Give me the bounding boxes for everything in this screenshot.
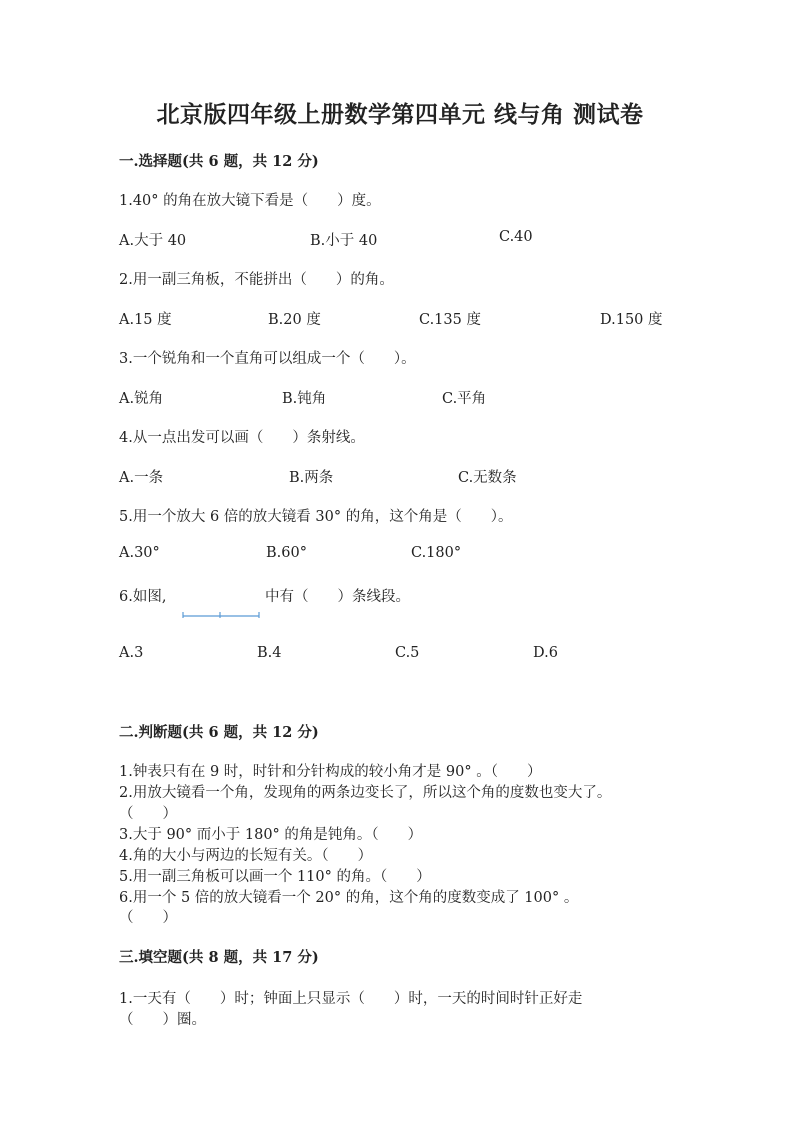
statement-line: 6.用一个 5 倍的放大镜看一个 20° 的角，这个角的度数变成了 100° 。 xyxy=(119,890,579,906)
question-text-after-figure: 中有（ ）条线段。 xyxy=(265,589,410,605)
option-d: D.6 xyxy=(533,645,558,661)
option-b: B.4 xyxy=(257,645,282,661)
option-a: A.30° xyxy=(119,545,160,561)
option-a: A.15 度 xyxy=(119,312,172,328)
option-c: C.5 xyxy=(395,645,420,661)
question-text: 1.40° 的角在放大镜下看是（ ）度。 xyxy=(119,193,381,209)
option-d: D.150 度 xyxy=(600,312,663,328)
statement-line: 4.角的大小与两边的长短有关。（ ） xyxy=(119,848,373,864)
page-title: 北京版四年级上册数学第四单元 线与角 测试卷 xyxy=(156,101,644,128)
option-a: A.锐角 xyxy=(119,391,164,407)
statement-line: 2.用放大镜看一个角，发现角的两条边变长了，所以这个角的度数也变大了。 xyxy=(119,785,612,801)
option-c: C.135 度 xyxy=(419,312,481,328)
option-b: B.20 度 xyxy=(268,312,321,328)
section-heading-judgement: 二.判断题(共 6 题，共 12 分) xyxy=(119,724,319,741)
option-c: C.平角 xyxy=(442,391,487,407)
option-b: B.钝角 xyxy=(282,391,327,407)
question-text: 4.从一点出发可以画（ ）条射线。 xyxy=(119,430,365,446)
option-b: B.两条 xyxy=(289,470,334,486)
section-heading-fill-blank: 三.填空题(共 8 题，共 17 分) xyxy=(119,949,319,966)
option-b: B.小于 40 xyxy=(310,233,378,249)
option-b: B.60° xyxy=(266,545,307,561)
question-text: 5.用一个放大 6 倍的放大镜看 30° 的角，这个角是（ ）。 xyxy=(119,509,513,525)
option-a: A.大于 40 xyxy=(119,233,187,249)
option-c: C.180° xyxy=(411,545,462,561)
question-text-before-figure: 6.如图, xyxy=(119,589,167,605)
statement-line: （ ） xyxy=(119,910,177,926)
option-a: A.3 xyxy=(119,645,144,661)
option-c: C.无数条 xyxy=(458,470,517,486)
statement-line: （ ） xyxy=(119,806,177,822)
option-a: A.一条 xyxy=(119,470,164,486)
fill-blank-line: 1.一天有（ ）时；钟面上只显示（ ）时，一天的时间时针正好走 xyxy=(119,991,583,1007)
question-text: 3.一个锐角和一个直角可以组成一个（ ）。 xyxy=(119,351,416,367)
statement-line: 3.大于 90° 而小于 180° 的角是钝角。（ ） xyxy=(119,827,423,843)
question-text: 2.用一副三角板，不能拼出（ ）的角。 xyxy=(119,272,394,288)
line-segment-figure xyxy=(182,604,260,620)
statement-line: 1.钟表只有在 9 时，时针和分针构成的较小角才是 90° 。（ ） xyxy=(119,764,542,780)
fill-blank-line: （ ）圈。 xyxy=(119,1012,206,1028)
option-c: C.40 xyxy=(499,229,533,245)
statement-line: 5.用一副三角板可以画一个 110° 的角。（ ） xyxy=(119,869,431,885)
section-heading-choice: 一.选择题(共 6 题，共 12 分) xyxy=(119,153,319,170)
